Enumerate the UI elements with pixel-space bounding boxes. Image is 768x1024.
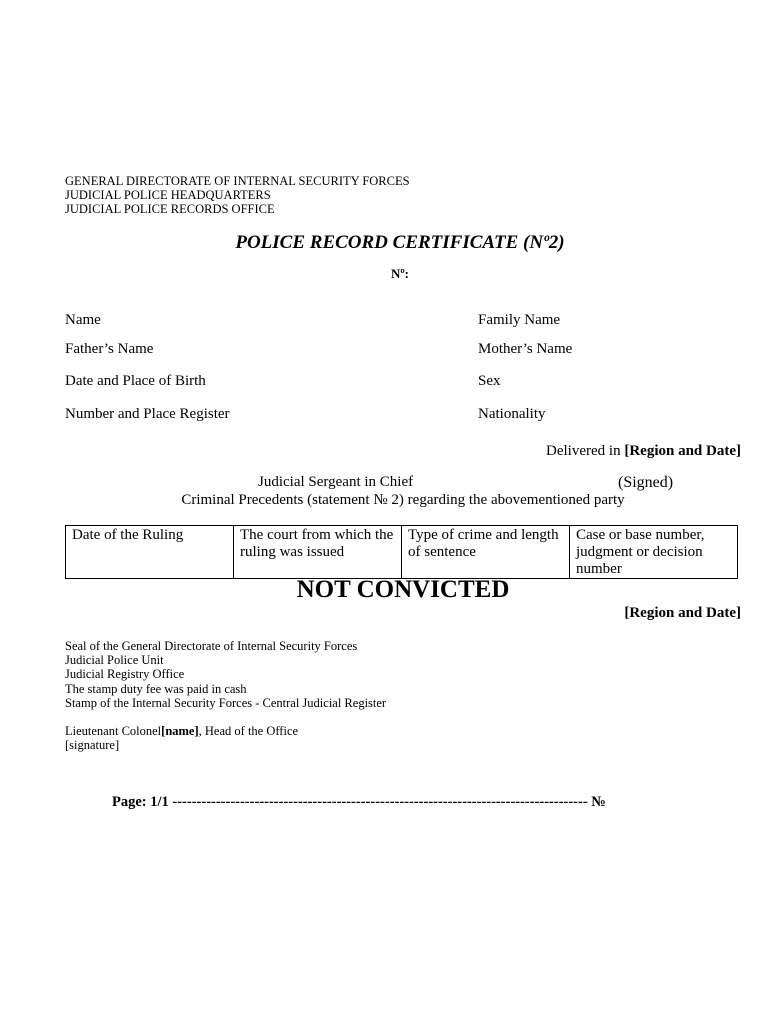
field-date-place-birth: Date and Place of Birth (65, 373, 206, 389)
field-mothers-name: Mother’s Name (478, 341, 573, 357)
table-header-cell: The court from which the ruling was issued (234, 526, 402, 579)
table-header-cell: Type of crime and length of sentence (402, 526, 570, 579)
table-header-cell: Case or base number, judgment or decision number (570, 526, 738, 579)
seal-line-unit: Judicial Police Unit (65, 653, 164, 667)
signed-mark: (Signed) (618, 474, 674, 491)
header-line-directorate: GENERAL DIRECTORATE OF INTERNAL SECURITY FORCES (65, 174, 410, 188)
delivered-region-date: [Region and Date] (624, 443, 741, 459)
field-nationality: Nationality (478, 406, 546, 422)
seal-line-stamp: Stamp of the Internal Security Forces - Central Judicial Register (65, 696, 387, 710)
sergeant-title: Judicial Sergeant in Chief (258, 474, 414, 490)
officer-line (65, 724, 298, 738)
field-fathers-name: Father’s Name (65, 341, 154, 357)
delivered-prefix: Delivered in (546, 443, 625, 459)
certificate-title: POLICE RECORD CERTIFICATE (Nº2) (235, 232, 565, 253)
officer-rank: Lieutenant Colonel (65, 724, 162, 738)
page-footer: Page: 1/1 -------------------------------------------------------------------------------------- № (112, 794, 606, 810)
table-header-cell: Date of the Ruling (66, 526, 234, 579)
field-sex: Sex (478, 373, 501, 389)
delivered-line (546, 443, 741, 460)
precedents-caption: Criminal Precedents (statement № 2) regarding the abovementioned party (181, 492, 625, 508)
field-number-place-register: Number and Place Register (65, 406, 230, 422)
officer-signature: [signature] (65, 738, 120, 752)
field-name: Name (65, 312, 101, 328)
officer-name: [name] (161, 724, 199, 738)
header-line-headquarters: JUDICIAL POLICE HEADQUARTERS (65, 188, 271, 202)
seal-line-stamp-fee: The stamp duty fee was paid in cash (65, 682, 247, 696)
certificate-number-label: Nº: (390, 266, 409, 281)
seal-line-directorate: Seal of the General Directorate of Internal Security Forces (65, 639, 358, 653)
table-header-row (66, 526, 738, 579)
region-date: [Region and Date] (624, 605, 741, 621)
seal-line-registry: Judicial Registry Office (65, 667, 185, 681)
header-line-records-office: JUDICIAL POLICE RECORDS OFFICE (65, 202, 275, 216)
field-family-name: Family Name (478, 312, 561, 328)
records-table (65, 525, 738, 579)
verdict: NOT CONVICTED (296, 576, 510, 603)
officer-role: , Head of the Office (198, 724, 299, 738)
